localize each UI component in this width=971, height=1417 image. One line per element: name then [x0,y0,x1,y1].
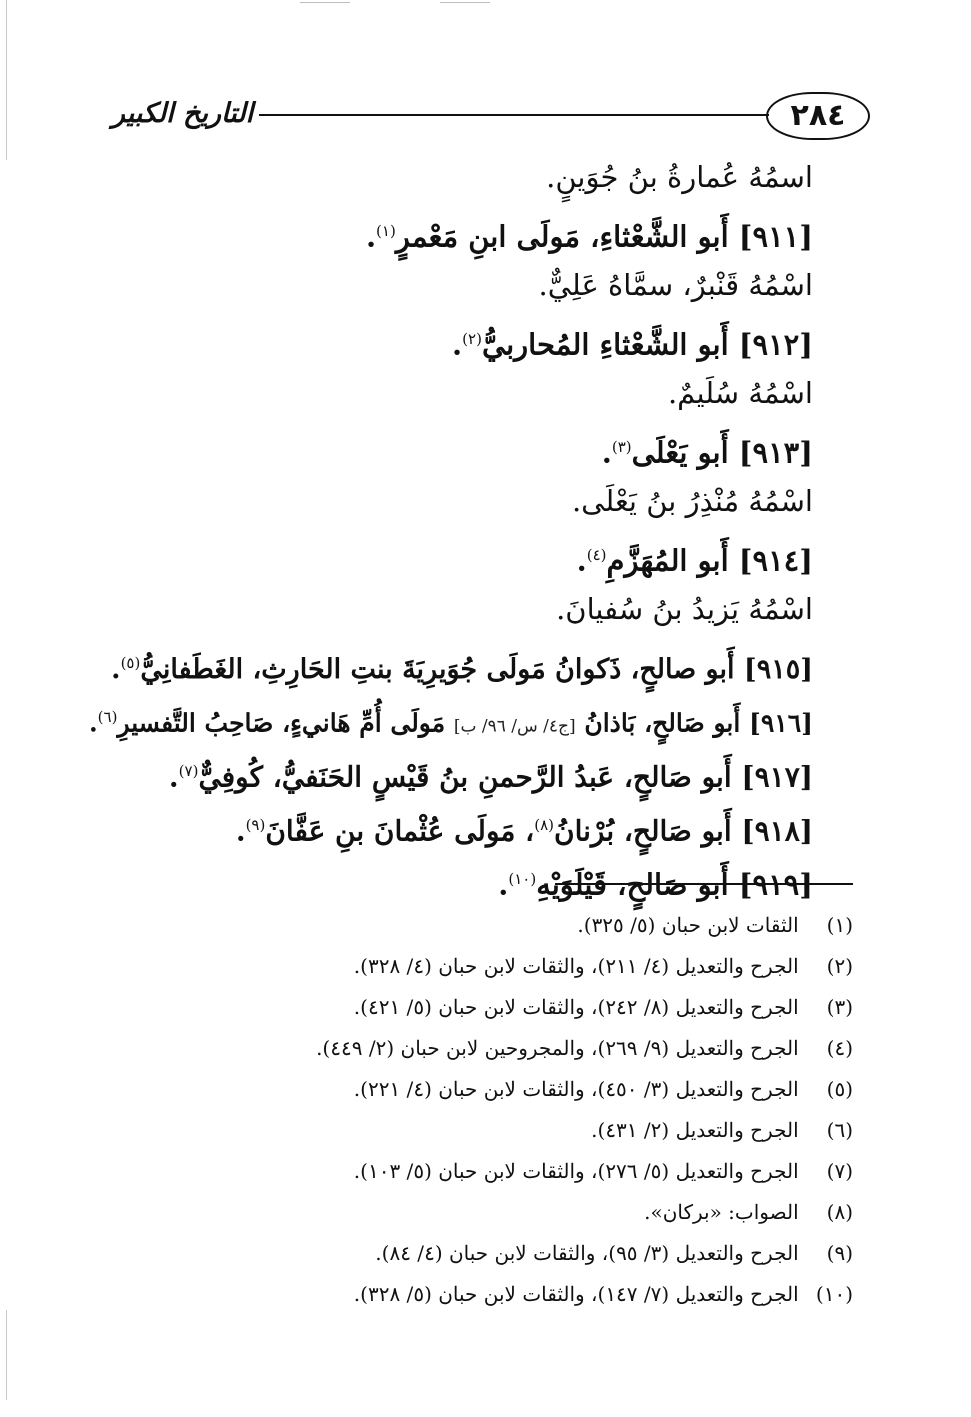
footnote-marker: (٩) [245,816,266,834]
footnote [233,987,853,1028]
footnote-marker: (٣) [611,438,632,456]
footnote-text: الجرح والتعديل (٨/ ٢٤٢)، والثقات لابن حبان (٥/ ٤٢١). [353,995,799,1019]
scan-top-mark [300,2,350,3]
footnote-marker: (٦) [97,708,118,726]
footnote-number: (٨) [826,1200,853,1224]
footnote [233,1233,853,1274]
entry-line: [٩١٩] أَبو صَالحٍ، قَيْلَوَيْهِ$^{(١٠)}$. [498,867,813,902]
footnote-marker: (٤) [586,546,607,564]
footnote-text: الجرح والتعديل (٣/ ٤٥٠)، والثقات لابن حبان (٤/ ٢٢١). [353,1077,799,1101]
running-title: التاريخ الكبير [111,98,254,129]
footnote [233,1274,853,1315]
entry-number: [٩١٤] [738,543,813,578]
footnote-number: (٩) [826,1241,853,1265]
footnote [233,1151,853,1192]
header-rule [259,114,769,116]
footnote-text: الثقات لابن حبان (٥/ ٣٢٥). [577,913,799,937]
footnote-marker: (٨) [534,816,554,834]
footnote-text: الصواب: «بركان». [644,1200,799,1224]
entry-number: [٩١٧] [741,760,813,794]
entry-number: [٩١٣] [738,435,813,470]
footnote-number: (٣) [826,995,853,1019]
entry-text: مَولَى أُمِّ هَانيءٍ، صَاحِبُ التَّفسيرِ [117,708,446,738]
footnote-number: (٦) [826,1118,853,1142]
footnote-number: (١٠) [815,1282,853,1306]
entry-number: [٩١٩] [738,867,813,902]
footnote-number: (١) [826,913,853,937]
entry-text: أَبو صالحٍ، ذَكوانُ مَولَى جُوَيرِيَةَ بنتِ الحَارِثِ، الغَطَفانِيُّ [140,654,735,685]
entry-number: [٩١٦] [749,708,813,738]
footnote [233,1069,853,1110]
entry-line: [٩١٤] أَبو المُهَزَّمِ$^{(٤)}$. [576,543,813,578]
footnote-text: الجرح والتعديل (٧/ ١٤٧)، والثقات لابن حبان (٥/ ٣٢٨). [353,1282,799,1306]
name-line: اسمُهُ عُمارةُ بنُ جُوَينٍ. [546,160,813,194]
footnote [233,1110,853,1151]
entry-text: أَبو صَالحٍ، عَبدُ الرَّحمنِ بنُ قَيْسٍ الحَنَفيُّ، كُوفِيٌّ [198,760,732,794]
entry-number: [٩١٢] [738,327,813,362]
footnote-number: (٥) [826,1077,853,1101]
footnote-number: (٤) [826,1036,853,1060]
entry-line: [٩١٦] أَبو صَالحٍ، بَاذانُ [ج٤/ س/ ٩٦/ ب] مَولَى أُمِّ هَانيءٍ، صَاحِبُ التَّفسيرِ$^{(٦)}$. [88,708,813,738]
footnotes [233,905,853,1315]
entry-number: [٩١١] [738,219,813,254]
name-line: اسْمُهُ سُلَيمٌ. [667,376,813,410]
page-header [110,92,870,142]
entry-text: ، مَولَى عُثْمانَ بنِ عَفَّانَ [265,814,535,848]
footnote-number: (٢) [826,954,853,978]
page-number: ٢٨٤ [790,98,846,133]
footnote [233,1028,853,1069]
footnote-text: الجرح والتعديل (٤/ ٢١١)، والثقات لابن حبان (٤/ ٣٢٨). [353,954,799,978]
footnote-marker: (١) [376,222,396,240]
footnote [233,1192,853,1233]
entry-text: أَبو الشَّعْثاءِ، مَولَى ابنِ مَعْمرٍ [395,219,729,254]
footnote-separator [555,883,853,885]
entry-text: أَبو صَالحٍ، بُرْنانُ [554,814,732,848]
entry-line: [٩١٨] أَبو صَالحٍ، بُرْنانُ$^{(٨)}$، مَولَى عُثْمانَ بنِ عَفَّانَ$^{(٩)}$. [235,814,813,848]
entry-number: [٩١٥] [743,654,813,685]
name-line: اسْمُهُ قَنْبرٌ، سمَّاهُ عَلِيٌّ. [538,268,813,302]
footnote-number: (٧) [826,1159,853,1183]
footnote-text: الجرح والتعديل (٥/ ٢٧٦)، والثقات لابن حبان (٥/ ١٠٣). [353,1159,799,1183]
scan-edge-mark [6,1310,7,1400]
entry-text: أَبو المُهَزَّمِ [606,543,729,578]
footnote-marker: (٢) [462,330,482,348]
footnote-marker: (٥) [120,654,141,672]
entry-line: [٩١٢] أَبو الشَّعْثاءِ المُحاربيُّ$^{(٢)}$. [452,327,813,362]
entry-line: [٩١٧] أَبو صَالحٍ، عَبدُ الرَّحمنِ بنُ قَيْسٍ الحَنَفيُّ، كُوفِيٌّ$^{(٧)}$. [168,760,813,794]
entry-text: أَبو صَالحٍ، قَيْلَوَيْهِ [536,867,729,902]
footnote-marker: (٧) [178,762,199,780]
scan-edge-mark [6,0,7,160]
main-text [88,150,813,906]
footnote-text: الجرح والتعديل (٣/ ٩٥)، والثقات لابن حبان (٤/ ٨٤). [375,1241,799,1265]
footnote [233,905,853,946]
entry-line: [٩١١] أَبو الشَّعْثاءِ، مَولَى ابنِ مَعْمرٍ$^{(١)}$. [365,219,813,254]
page-number-frame [766,92,870,140]
scan-top-mark [440,2,490,3]
footnote-marker: (١٠) [508,870,537,888]
entry-number: [٩١٨] [741,814,813,848]
footnote-text: الجرح والتعديل (٩/ ٢٦٩)، والمجروحين لابن حبان (٢/ ٤٤٩). [316,1036,799,1060]
name-line: اسْمُهُ يَزيدُ بنُ سُفيانَ. [556,592,813,626]
footnote-text: الجرح والتعديل (٢/ ٤٣١). [591,1118,799,1142]
entry-line: [٩١٥] أَبو صالحٍ، ذَكوانُ مَولَى جُوَيرِيَةَ بنتِ الحَارِثِ، الغَطَفانِيُّ$^{(٥)}$. [111,654,813,685]
entry-line: [٩١٣] أَبو يَعْلَى$^{(٣)}$. [601,435,813,470]
name-line: اسْمُهُ مُنْذِرُ بنُ يَعْلَى. [571,484,813,518]
entry-text: أَبو صَالحٍ، بَاذانُ [584,708,741,738]
entry-text: أَبو يَعْلَى [631,435,729,470]
manuscript-reference: [ج٤/ س/ ٩٦/ ب] [453,716,576,737]
entry-text: أَبو الشَّعْثاءِ المُحاربيُّ [481,327,729,362]
footnote [233,946,853,987]
